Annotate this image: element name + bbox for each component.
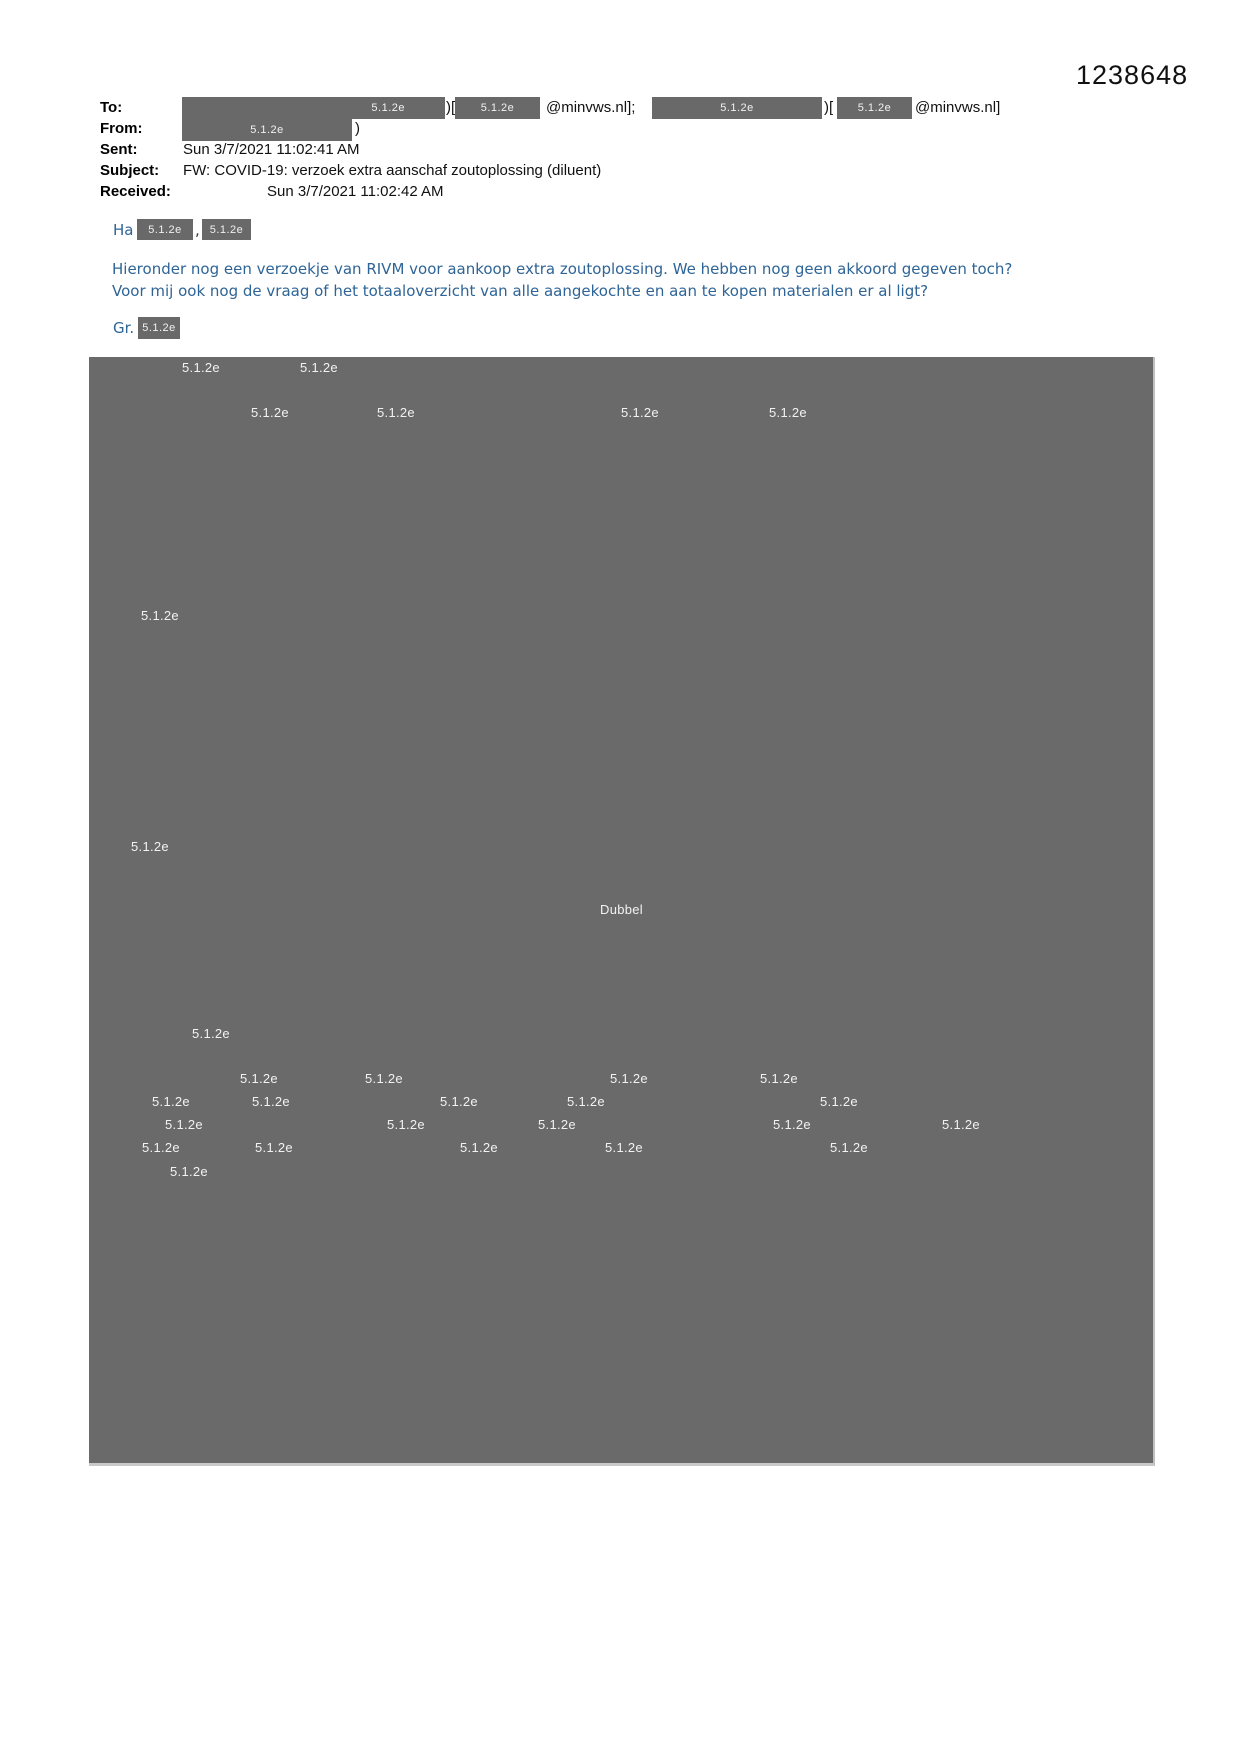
redaction-code-label: 5.1.2e — [192, 1026, 230, 1041]
redaction-code-label: 5.1.2e — [251, 405, 289, 420]
redaction-code-label: 5.1.2e — [240, 1071, 278, 1086]
redaction-code: 5.1.2e — [142, 322, 176, 334]
redaction-code-label: 5.1.2e — [365, 1071, 403, 1086]
redaction-code-label: 5.1.2e — [387, 1117, 425, 1132]
redaction-box — [652, 97, 822, 119]
redaction-code-label: 5.1.2e — [621, 405, 659, 420]
redaction-code-label: 5.1.2e — [131, 839, 169, 854]
redaction-code: 5.1.2e — [857, 102, 892, 114]
redaction-code-label: 5.1.2e — [830, 1140, 868, 1155]
subject-value: FW: COVID-19: verzoek extra aanschaf zoutoplossing (diluent) — [183, 162, 602, 179]
redaction-code-label: 5.1.2e — [773, 1117, 811, 1132]
redaction-code-label: 5.1.2e — [182, 360, 220, 375]
to-separator: )[ — [824, 99, 834, 116]
redaction-code: 5.1.2e — [371, 102, 405, 114]
redaction-code-label: 5.1.2e — [170, 1164, 208, 1179]
redaction-code-label: 5.1.2e — [942, 1117, 980, 1132]
redaction-code-label: 5.1.2e — [440, 1094, 478, 1109]
redaction-box — [182, 97, 445, 119]
redaction-code: 5.1.2e — [720, 102, 754, 114]
redaction-code-label: 5.1.2e — [769, 405, 807, 420]
redaction-code-label: 5.1.2e — [142, 1140, 180, 1155]
redaction-code-label: 5.1.2e — [610, 1071, 648, 1086]
received-value: Sun 3/7/2021 11:02:42 AM — [267, 183, 444, 200]
redaction-code-label: 5.1.2e — [460, 1140, 498, 1155]
redaction-code: 5.1.2e — [480, 102, 515, 114]
greeting-comma: , — [195, 221, 200, 239]
redaction-code-label: 5.1.2e — [152, 1094, 190, 1109]
redacted-attachment-block — [89, 357, 1155, 1466]
redaction-code-label: 5.1.2e — [300, 360, 338, 375]
redaction-code-label: 5.1.2e — [760, 1071, 798, 1086]
received-label: Received: — [100, 183, 171, 200]
redaction-box — [137, 219, 193, 240]
redaction-code-label: 5.1.2e — [567, 1094, 605, 1109]
body-paragraph-line-1: Hieronder nog een verzoekje van RIVM voor aankoop extra zoutoplossing. We hebben nog geen akkoord gegeven toch? — [112, 260, 1013, 278]
dubbel-label: Dubbel — [600, 902, 643, 917]
redaction-code-label: 5.1.2e — [377, 405, 415, 420]
redaction-code-label: 5.1.2e — [141, 608, 179, 623]
subject-label: Subject: — [100, 162, 160, 179]
from-label: From: — [100, 120, 143, 137]
redaction-code-label: 5.1.2e — [820, 1094, 858, 1109]
redaction-code-label: 5.1.2e — [538, 1117, 576, 1132]
redaction-box — [455, 97, 540, 119]
from-paren: ) — [355, 120, 360, 137]
redaction-code-label: 5.1.2e — [252, 1094, 290, 1109]
redaction-box — [202, 219, 251, 240]
to-label: To: — [100, 99, 123, 116]
redaction-box — [138, 317, 180, 339]
redaction-box — [182, 119, 352, 141]
redaction-code: 5.1.2e — [209, 223, 244, 236]
redaction-code: 5.1.2e — [250, 124, 284, 136]
sent-label: Sent: — [100, 141, 138, 158]
to-separator: )[ — [446, 99, 456, 116]
redaction-code-label: 5.1.2e — [255, 1140, 293, 1155]
signoff-text: Gr. — [113, 319, 135, 337]
body-paragraph-line-2: Voor mij ook nog de vraag of het totaaloverzicht van alle aangekochte en aan te kopen materialen er al ligt? — [112, 282, 929, 300]
redaction-box — [837, 97, 912, 119]
to-domain-1: @minvws.nl]; — [546, 99, 636, 116]
redaction-code-label: 5.1.2e — [165, 1117, 203, 1132]
redaction-code-label: 5.1.2e — [605, 1140, 643, 1155]
document-id: 1238648 — [1076, 60, 1189, 90]
sent-value: Sun 3/7/2021 11:02:41 AM — [183, 141, 360, 158]
to-domain-2: @minvws.nl] — [915, 99, 1001, 116]
redaction-code: 5.1.2e — [148, 223, 182, 236]
greeting-text: Ha — [113, 221, 134, 239]
